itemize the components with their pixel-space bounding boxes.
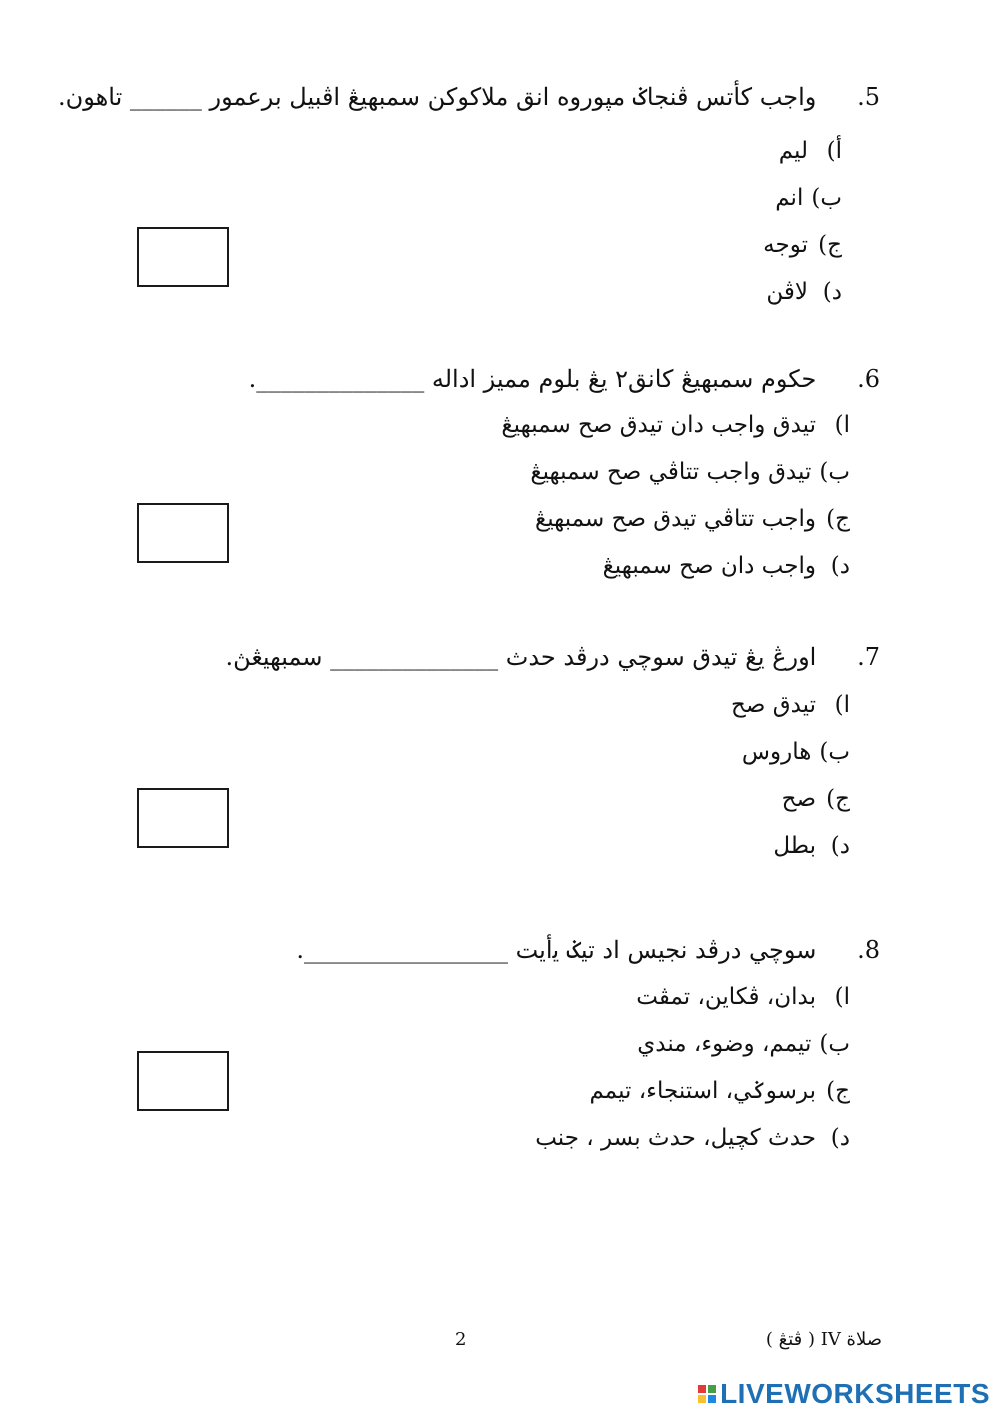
question-6-stem (249, 359, 880, 399)
answer-box-7[interactable] (137, 788, 229, 848)
answer-box-5[interactable] (137, 227, 229, 287)
option-b: ب)هاروس (741, 739, 850, 765)
question-text: اورڠ يڠ تيدق سوچي درڤد حدث ______________ سمبهيڠڽ. (225, 643, 817, 671)
question-8-stem (296, 930, 880, 970)
logo-grid-icon (698, 1385, 716, 1403)
option-text: ليم (778, 138, 808, 164)
option-b: ب)تيمم، وضوء، مندي (637, 1031, 850, 1057)
options-list (535, 974, 850, 1162)
subject-label: صلاة IV ( ڤتڠ ) (765, 1329, 882, 1350)
option-c: ج)برسوݢي، استنجاء، تيمم (589, 1078, 850, 1104)
logo-square-green (708, 1385, 716, 1393)
page-footer (0, 1323, 1000, 1357)
option-text: لاڤن (766, 279, 808, 305)
question-number: .7 (857, 643, 880, 671)
option-d: د)واجب دان صح سمبهيڠ (602, 553, 850, 579)
liveworksheets-logo[interactable] (698, 1378, 990, 1410)
option-text: انم (775, 185, 804, 211)
logo-square-blue (708, 1395, 716, 1403)
option-text: هاروس (741, 739, 812, 765)
option-text: تيدق واجب تتاڤي صح سمبهيڠ (530, 459, 812, 485)
question-text: حكوم سمبهيڠ كانق٢ يڠ بلوم مميز اداله ______________. (248, 365, 817, 393)
logo-square-red (698, 1385, 706, 1393)
question-text: سوچي درڤد نجيس اد تيݢ ﯾأيت _________________. (296, 936, 817, 964)
option-b: ب)انم (775, 185, 842, 211)
option-text: واجب تتاڤي تيدق صح سمبهيڠ (535, 506, 816, 532)
option-c: ج)واجب تتاڤي تيدق صح سمبهيڠ (535, 506, 850, 532)
option-a: ا)تيدق صح (731, 692, 850, 718)
brand-wordmark: LIVEWORKSHEETS (720, 1378, 990, 1409)
option-text: واجب دان صح سمبهيڠ (602, 553, 816, 579)
option-text: تيدق واجب دان تيدق صح سمبهيڠ (501, 412, 816, 438)
answer-box-6[interactable] (137, 503, 229, 563)
option-text: حدث كچيل، حدث بسر ، جنب (535, 1125, 816, 1151)
option-a: أ)ليم (778, 138, 842, 164)
question-number: .5 (857, 83, 880, 111)
question-7-stem (225, 637, 880, 677)
option-d: د)بطل (773, 833, 850, 859)
page-number: 2 (455, 1329, 467, 1350)
option-d: د)لاڤن (766, 279, 842, 305)
question-text: واجب كأتس ڤنجاݢ مپوروه انق ملاكوكن سمبهيڠ اڤبيل برعمور ______ تاهون. (57, 83, 817, 111)
logo-square-yellow (698, 1395, 706, 1403)
option-c: ج)صح (781, 786, 850, 812)
options-list (763, 128, 842, 316)
question-number: .6 (857, 365, 880, 393)
option-b: ب)تيدق واجب تتاڤي صح سمبهيڠ (530, 459, 850, 485)
question-5-stem (58, 77, 880, 117)
option-text: تيدق صح (731, 692, 816, 718)
option-text: صح (781, 786, 816, 812)
option-text: بطل (773, 833, 816, 859)
option-c: ج)توجه (763, 232, 842, 258)
option-text: برسوݢي، استنجاء، تيمم (589, 1078, 816, 1104)
options-list (501, 402, 850, 590)
option-a: ا)بدان، ڤكاين، تمڤت (636, 984, 850, 1010)
option-text: بدان، ڤكاين، تمڤت (636, 984, 816, 1010)
answer-box-8[interactable] (137, 1051, 229, 1111)
options-list (731, 682, 850, 870)
option-text: توجه (763, 232, 808, 258)
question-number: .8 (857, 936, 880, 964)
option-a: ا)تيدق واجب دان تيدق صح سمبهيڠ (501, 412, 850, 438)
option-text: تيمم، وضوء، مندي (637, 1031, 812, 1057)
option-d: د)حدث كچيل، حدث بسر ، جنب (535, 1125, 850, 1151)
